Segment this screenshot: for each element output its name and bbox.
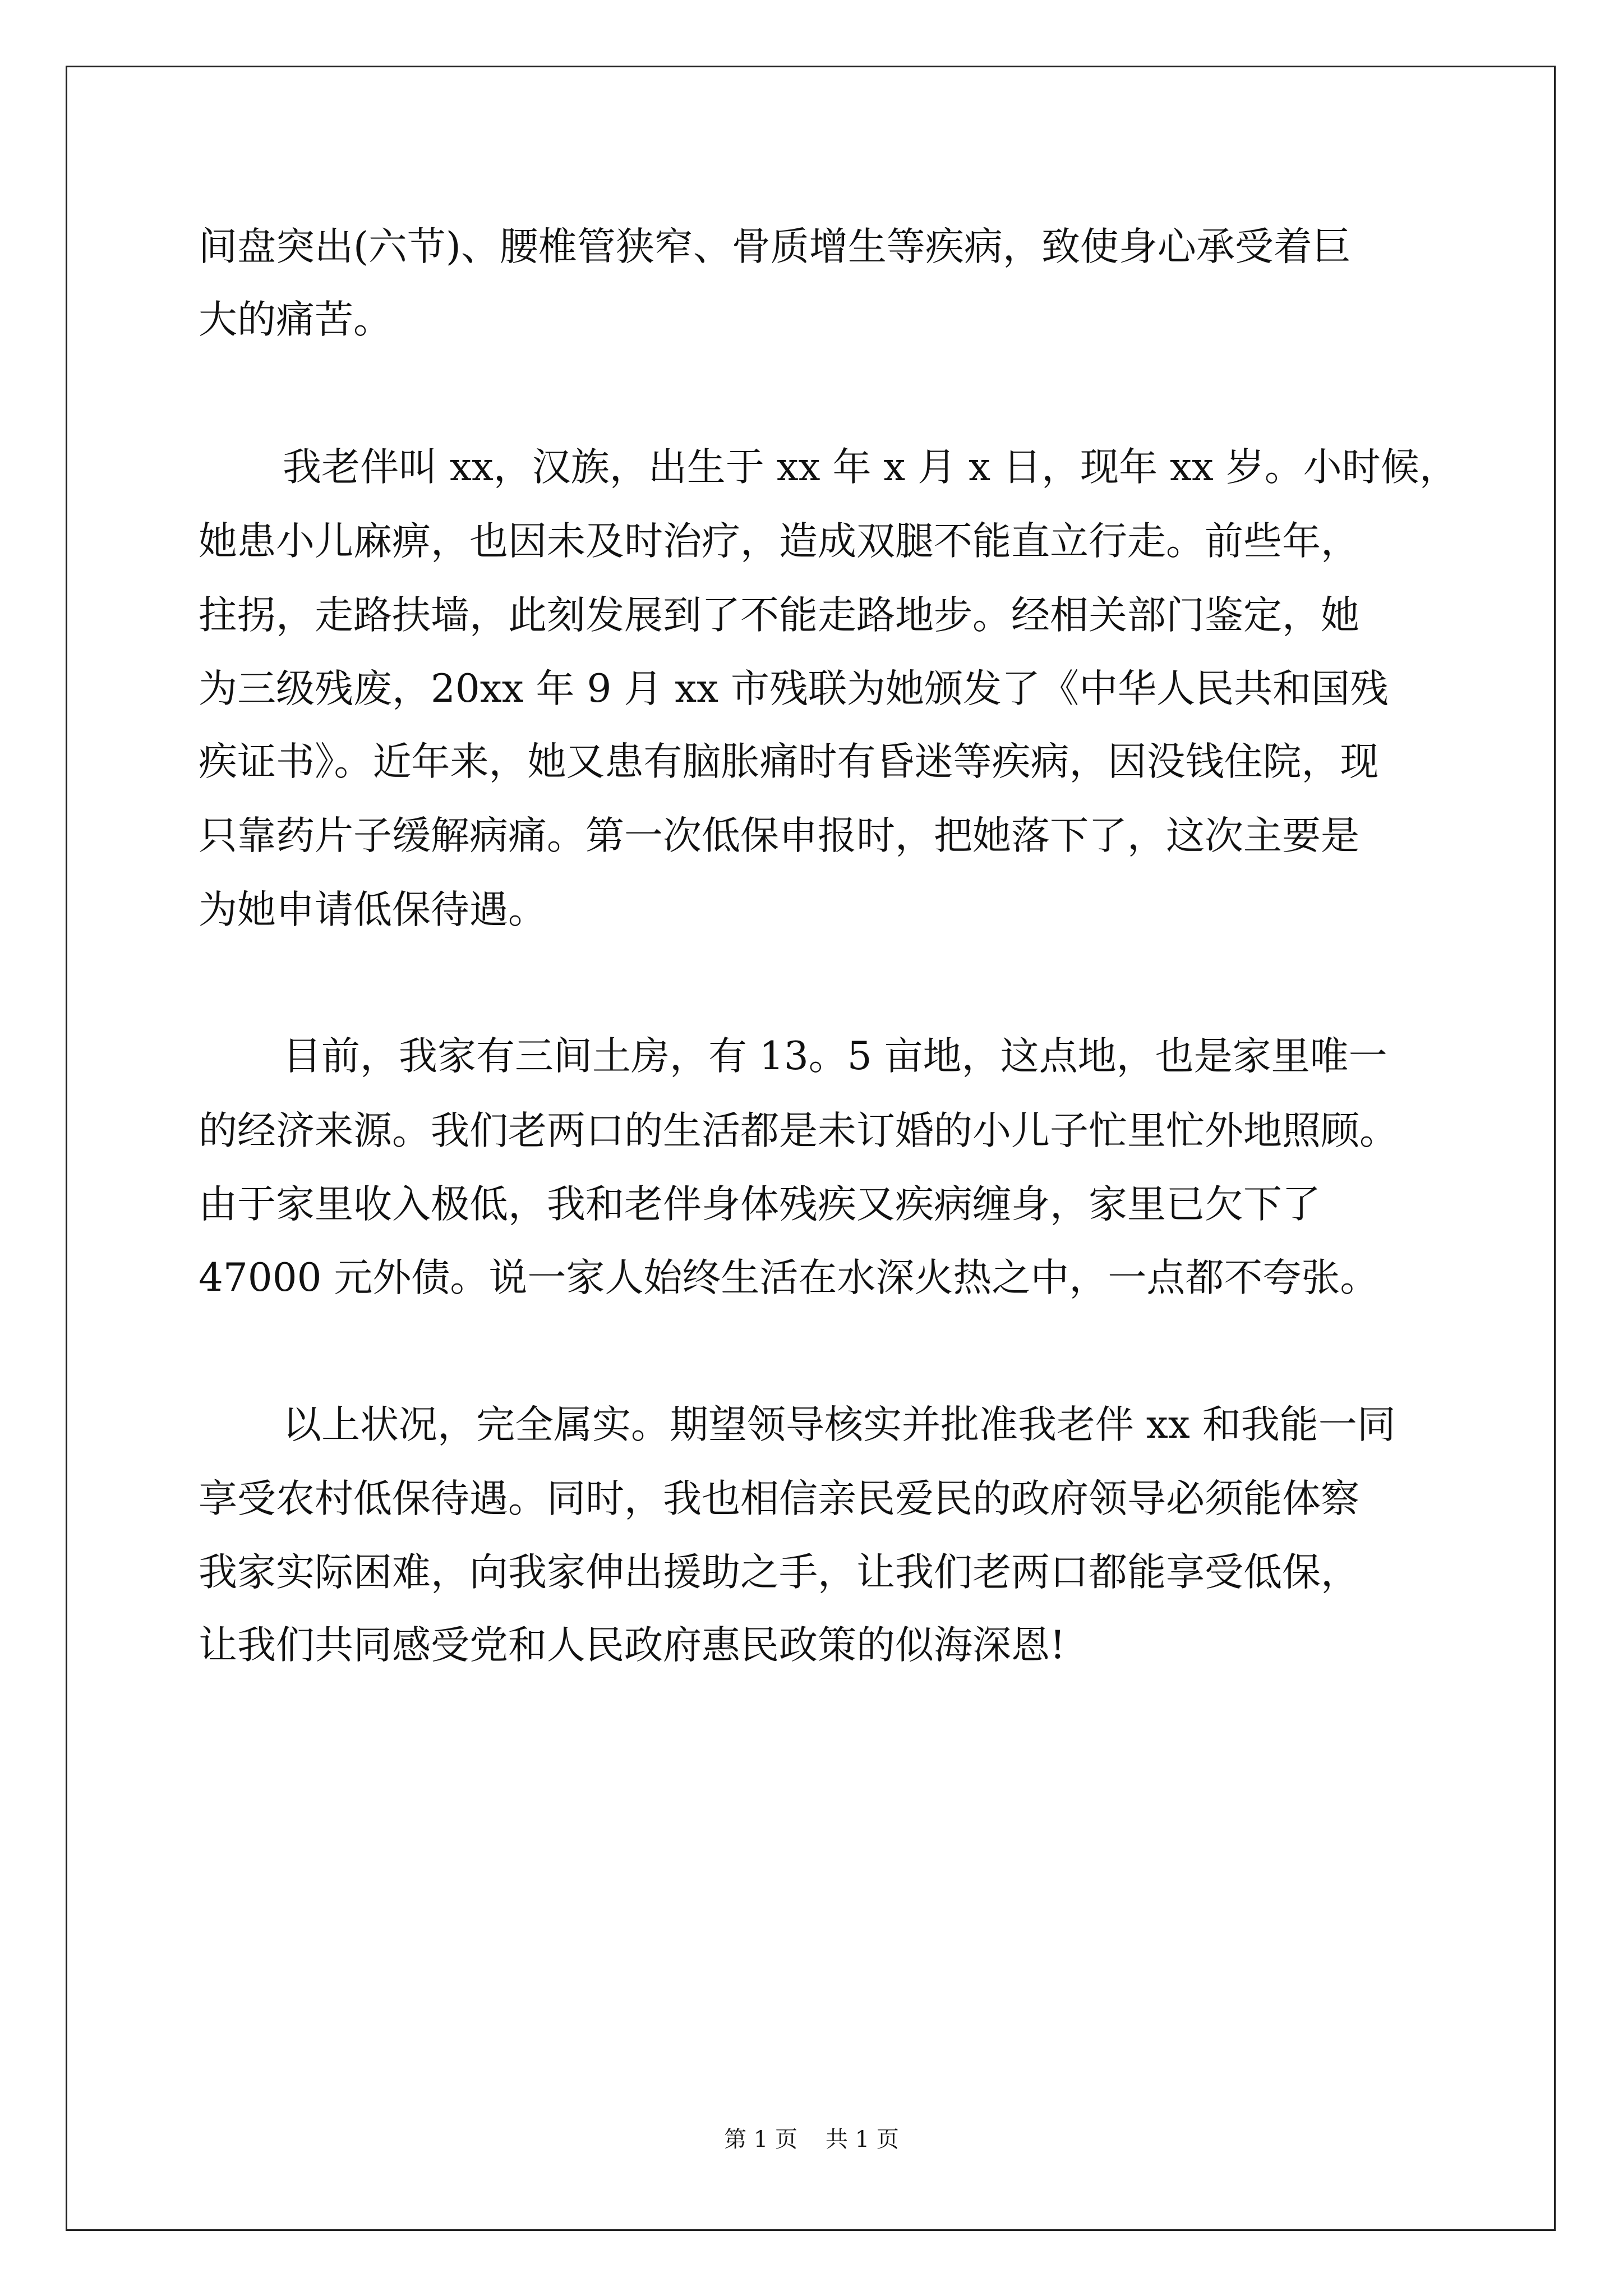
text-line: 由于家里收入极低，我和老伴身体残疾又疾病缠身，家里已欠下了 [199, 1182, 1321, 1227]
text-line: 拄拐，走路扶墙，此刻发展到了不能走路地步。经相关部门鉴定，她 [199, 593, 1359, 638]
text-line: 疾证书》。近年来，她又患有脑胀痛时有昏迷等疾病，因没钱住院，现 [199, 739, 1379, 784]
page-number-total: 共 1 页 [826, 2127, 899, 2152]
text-line: 让我们共同感受党和人民政府惠民政策的似海深恩! [199, 1623, 1066, 1668]
text-line: 47000 元外债。说一家人始终生活在水深火热之中，一点都不夸张。 [199, 1255, 1379, 1300]
text-line: 大的痛苦。 [199, 297, 392, 342]
text-line: 以上状况，完全属实。期望领导核实并批准我老伴 xx 和我能一同 [283, 1402, 1396, 1447]
text-line: 的经济来源。我们老两口的生活都是未订婚的小儿子忙里忙外地照顾。 [199, 1108, 1398, 1153]
text-line: 为三级残废，20xx 年 9 月 xx 市残联为她颁发了《中华人民共和国残 [199, 666, 1389, 711]
page-footer [0, 2125, 1623, 2154]
text-line: 为她申请低保待遇。 [199, 887, 547, 932]
text-line: 只靠药片子缓解病痛。第一次低保申报时，把她落下了，这次主要是 [199, 813, 1359, 858]
text-line: 间盘突出(六节)、腰椎管狭窄、骨质增生等疾病，致使身心承受着巨 [199, 224, 1351, 269]
page-number-current: 第 1 页 [724, 2127, 797, 2152]
text-line: 享受农村低保待遇。同时，我也相信亲民爱民的政府领导必须能体察 [199, 1476, 1359, 1521]
text-line: 目前，我家有三间土房，有 13。5 亩地，这点地，也是家里唯一 [283, 1034, 1387, 1079]
text-line: 我老伴叫 xx，汉族，出生于 xx 年 x 月 x 日，现年 xx 岁。小时候， [283, 445, 1458, 490]
text-line: 她患小儿麻痹，也因未及时治疗，造成双腿不能直立行走。前些年， [199, 519, 1359, 564]
text-line: 我家实际困难，向我家伸出援助之手，让我们老两口都能享受低保， [199, 1550, 1359, 1595]
